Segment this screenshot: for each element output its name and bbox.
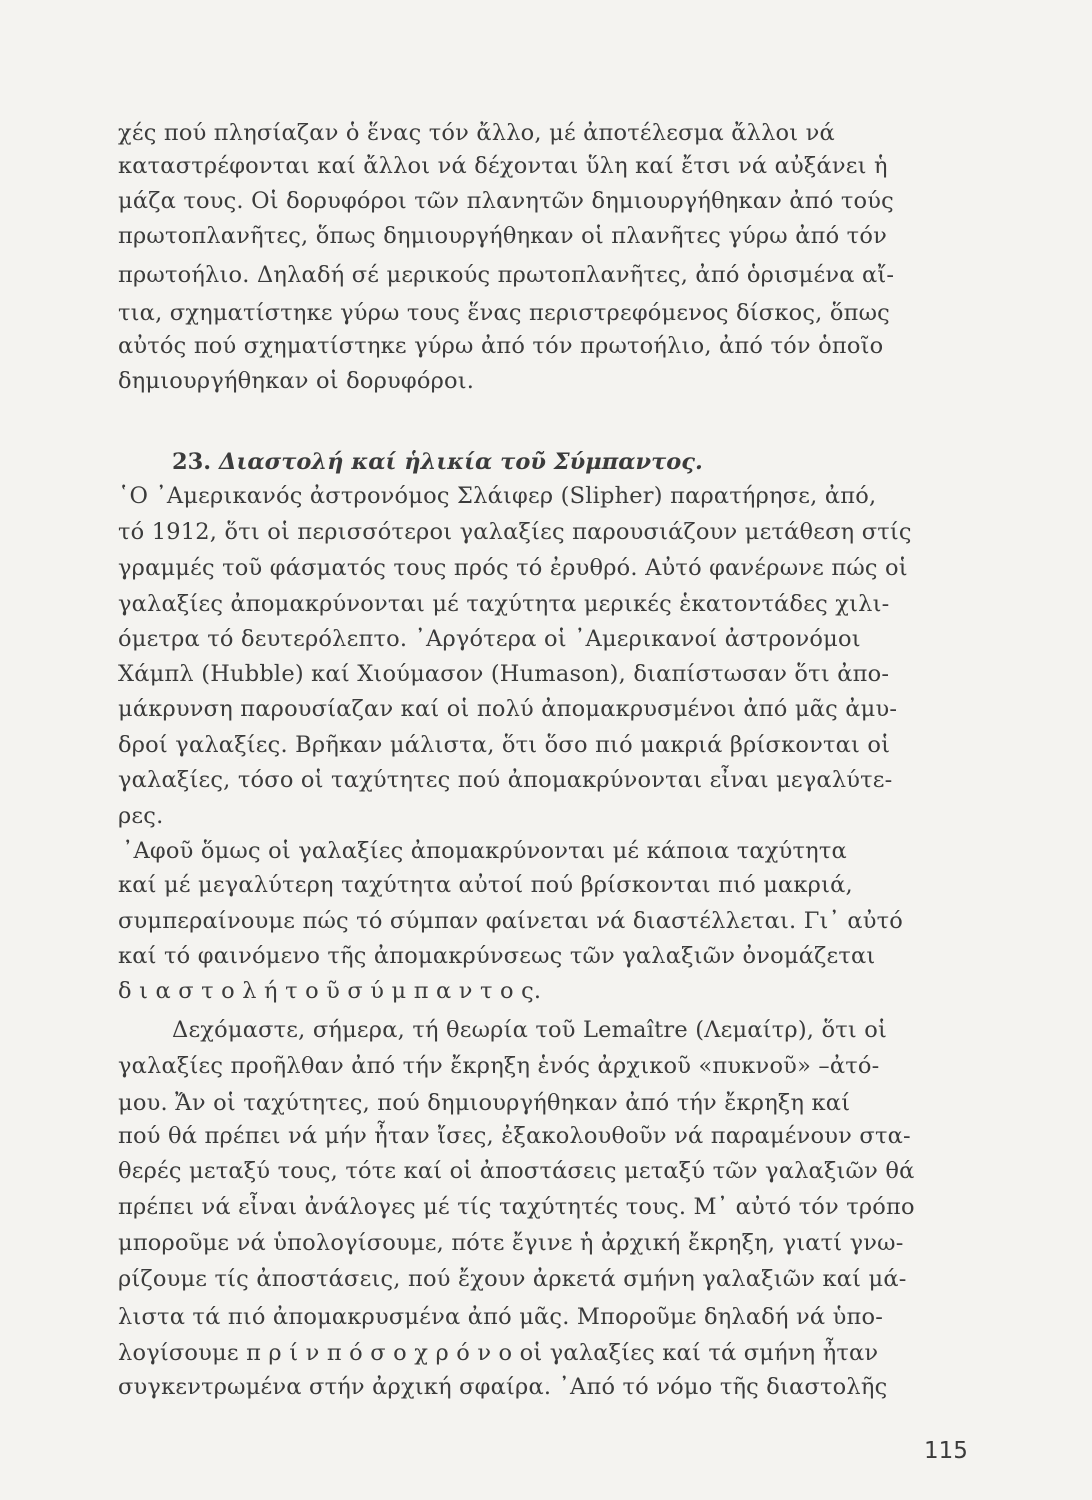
text-line: τό 1912, ὅτι οἱ περισσότεροι γαλαξίες παρουσιάζουν μετάθεση στίς xyxy=(118,519,912,545)
text-line: καταστρέφονται καί ἄλλοι νά δέχονται ὕλη καί ἔτσι νά αὐξάνει ἡ xyxy=(118,153,888,179)
text-line: θερές μεταξύ τους, τότε καί οἱ ἀποστάσεις μεταξύ τῶν γαλαξιῶν θά xyxy=(118,1158,915,1184)
page-number: 115 xyxy=(924,1438,968,1464)
text-line: ῾Ο ᾿Αμερικανός ἀστρονόμος Σλάιφερ (Slipher) παρατήρησε, ἀπό, xyxy=(118,483,877,509)
text-line: λογίσουμε π ρ ί ν π ό σ ο χ ρ ό ν ο οἱ γαλαξίες καί τά σμήνη ἦταν xyxy=(118,1340,879,1366)
text-line: μου. Ἄν οἱ ταχύτητες, πού δημιουργήθηκαν ἀπό τήν ἔκρηξη καί xyxy=(118,1090,851,1116)
text-line: χές πού πλησίαζαν ὁ ἕνας τόν ἄλλο, μέ ἀποτέλεσμα ἄλλοι νά xyxy=(118,120,835,146)
section-title: Διαστολή καί ἡλικία τοῦ Σύμπαντος. xyxy=(219,449,703,475)
text-line: συγκεντρωμένα στήν ἀρχική σφαίρα. ᾿Από τό νόμο τῆς διαστολῆς xyxy=(118,1374,888,1400)
text-line: πρωτοπλανῆτες, ὅπως δημιουργήθηκαν οἱ πλανῆτες γύρω ἀπό τόν xyxy=(118,223,887,249)
text-line: πρέπει νά εἶναι ἀνάλογες μέ τίς ταχύτητές τους. Μ᾿ αὐτό τόν τρόπο xyxy=(118,1194,915,1220)
text-line: αὐτός πού σχηματίστηκε γύρω ἀπό τόν πρωτοήλιο, ἀπό τόν ὁποῖο xyxy=(118,333,884,359)
text-line: καί τό φαινόμενο τῆς ἀπομακρύνσεως τῶν γαλαξιῶν ὀνομάζεται xyxy=(118,943,876,969)
section-number: 23. xyxy=(172,449,212,475)
text-line: συμπεραίνουμε πώς τό σύμπαν φαίνεται νά διαστέλλεται. Γι᾿ αὐτό xyxy=(118,908,904,934)
text-line: γαλαξίες ἀπομακρύνονται μέ ταχύτητα μερικές ἑκατοντάδες χιλι- xyxy=(118,591,890,617)
text-line: δημιουργήθηκαν οἱ δορυφόροι. xyxy=(118,368,475,394)
text-line: πού θά πρέπει νά μήν ἦταν ἴσες, ἐξακολουθοῦν νά παραμένουν στα- xyxy=(118,1123,911,1149)
text-line: ᾿Αφοῦ ὅμως οἱ γαλαξίες ἀπομακρύνονται μέ κάποια ταχύτητα xyxy=(122,838,847,864)
text-line: δροί γαλαξίες. Βρῆκαν μάλιστα, ὅτι ὅσο πιό μακριά βρίσκονται οἱ xyxy=(118,732,891,758)
text-line: Χάμπλ (Hubble) καί Χιούμασον (Humason), διαπίστωσαν ὅτι ἀπο- xyxy=(118,661,890,687)
text-line: Δεχόμαστε, σήμερα, τή θεωρία τοῦ Lemaître (Λεμαίτρ), ὅτι οἱ xyxy=(172,1017,888,1043)
text-line: τια, σχηματίστηκε γύρω τους ἕνας περιστρεφόμενος δίσκος, ὅπως xyxy=(118,300,890,326)
text-line: ρίζουμε τίς ἀποστάσεις, πού ἔχουν ἀρκετά σμήνη γαλαξιῶν καί μά- xyxy=(118,1266,907,1292)
text-line: καί μέ μεγαλύτερη ταχύτητα αὐτοί πού βρίσκονται πιό μακριά, xyxy=(118,872,853,898)
text-line: μποροῦμε νά ὑπολογίσουμε, πότε ἔγινε ἡ ἀρχική ἔκρηξη, γιατί γνω- xyxy=(118,1230,904,1256)
text-line: γαλαξίες, τόσο οἱ ταχύτητες πού ἀπομακρύνονται εἶναι μεγαλύτε- xyxy=(118,767,893,793)
text-line: μάζα τους. Οἱ δορυφόροι τῶν πλανητῶν δημιουργήθηκαν ἀπό τούς xyxy=(118,188,894,214)
text-line: μάκρυνση παρουσίαζαν καί οἱ πολύ ἀπομακρυσμένοι ἀπό μᾶς ἀμυ- xyxy=(118,696,898,722)
text-line: ρες. xyxy=(118,803,164,829)
text-line: όμετρα τό δευτερόλεπτο. ᾿Αργότερα οἱ ᾿Αμερικανοί ἀστρονόμοι xyxy=(118,626,861,652)
text-line: λιστα τά πιό ἀπομακρυσμένα ἀπό μᾶς. Μποροῦμε δηλαδή νά ὑπο- xyxy=(118,1304,884,1330)
text-line: πρωτοήλιο. Δηλαδή σέ μερικούς πρωτοπλανῆτες, ἀπό ὁρισμένα αἴ- xyxy=(118,262,895,288)
section-heading xyxy=(172,447,703,477)
text-line: δ ι α σ τ ο λ ή τ ο ῦ σ ύ μ π α ν τ ο ς. xyxy=(118,978,542,1004)
text-line: γραμμές τοῦ φάσματός τους πρός τό ἐρυθρό. Αὐτό φανέρωνε πώς οἱ xyxy=(118,555,908,581)
text-line: γαλαξίες προῆλθαν ἀπό τήν ἔκρηξη ἑνός ἀρχικοῦ «πυκνοῦ» –ἀτό- xyxy=(118,1053,880,1079)
